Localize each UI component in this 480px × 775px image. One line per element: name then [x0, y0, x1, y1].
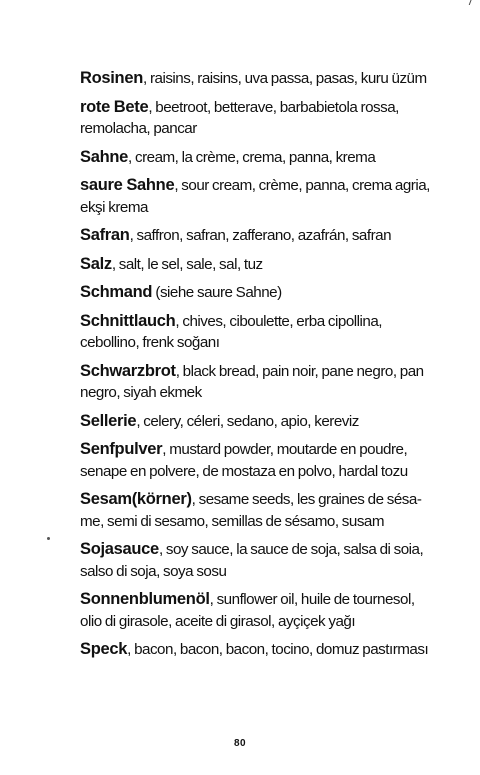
glossary-entry: [80, 68, 430, 90]
entry-term: Schwarzbrot: [80, 361, 176, 380]
glossary-entry: [80, 639, 430, 661]
entry-translations: , salt, le sel, sale, sal, tuz: [111, 255, 263, 273]
glossary-entry: [80, 589, 430, 632]
entry-translations: , sunflower oil, huile de tournesol, olio di girasole, aceite di girasol, ayçiçek yağı: [80, 591, 415, 630]
scan-dot: [47, 537, 50, 540]
glossary-entry: [80, 254, 430, 276]
entry-translations: , celery, céleri, sedano, apio, kereviz: [136, 412, 359, 430]
glossary-entry: [80, 311, 430, 354]
entry-term: Sonnenblumenöl: [80, 590, 210, 608]
entry-translations: , beetroot, betterave, barbabietola rossa, remolacha, pancar: [80, 98, 399, 137]
entry-term: Sojasauce: [80, 540, 159, 558]
entry-translations: , black bread, pain noir, pane negro, pan negro, siyah ekmek: [80, 362, 424, 401]
entry-translations: , raisins, raisins, uva passa, pasas, kuru üzüm: [143, 70, 427, 87]
glossary-entries: [80, 68, 430, 668]
entry-term: Salz: [80, 254, 112, 273]
entry-term: Speck: [80, 640, 128, 658]
glossary-entry: [80, 97, 430, 140]
entry-translations: , saffron, safran, zafferano, azafrán, safran: [129, 227, 392, 244]
entry-term: Sellerie: [80, 411, 137, 430]
glossary-entry: [80, 282, 430, 304]
scan-corner-mark: [469, 0, 476, 5]
entry-translations: , soy sauce, la sauce de soja, salsa di soia, salso di soja, soya sosu: [80, 541, 424, 580]
entry-term: rote Bete: [80, 97, 149, 116]
entry-translations: , chives, ciboulette, erba cipollina, cebollino, frenk soğanı: [80, 312, 383, 351]
entry-translations: (siehe saure Sahne): [152, 284, 282, 301]
entry-translations: , sesame seeds, les graines de sésa-me, semi di sesamo, semillas de sésamo, susam: [80, 491, 422, 530]
entry-translations: , sour cream, crème, panna, crema agria, ekşi krema: [80, 177, 430, 216]
entry-term: Sesam(körner): [80, 490, 192, 508]
glossary-entry: [80, 147, 430, 169]
entry-translations: , mustard powder, moutarde en poudre, senape en polvere, de mostaza en polvo, hardal tozu: [80, 441, 408, 480]
glossary-entry: [80, 489, 430, 532]
glossary-entry: [80, 175, 430, 218]
glossary-entry: [80, 439, 430, 482]
glossary-entry: [80, 411, 430, 433]
entry-translations: , bacon, bacon, bacon, tocino, domuz pastırması: [127, 641, 429, 658]
entry-term: Safran: [80, 226, 130, 244]
entry-translations: , cream, la crème, crema, panna, krema: [128, 148, 376, 166]
entry-term: Schnittlauch: [80, 311, 176, 330]
glossary-entry: [80, 539, 430, 582]
entry-term: Schmand: [80, 283, 153, 301]
glossary-entry: [80, 225, 430, 247]
page-number: 80: [233, 738, 247, 749]
entry-term: saure Sahne: [80, 176, 175, 194]
entry-term: Senfpulver: [80, 440, 163, 458]
entry-term: Rosinen: [80, 69, 143, 87]
entry-term: Sahne: [80, 147, 129, 166]
glossary-entry: [80, 361, 430, 404]
